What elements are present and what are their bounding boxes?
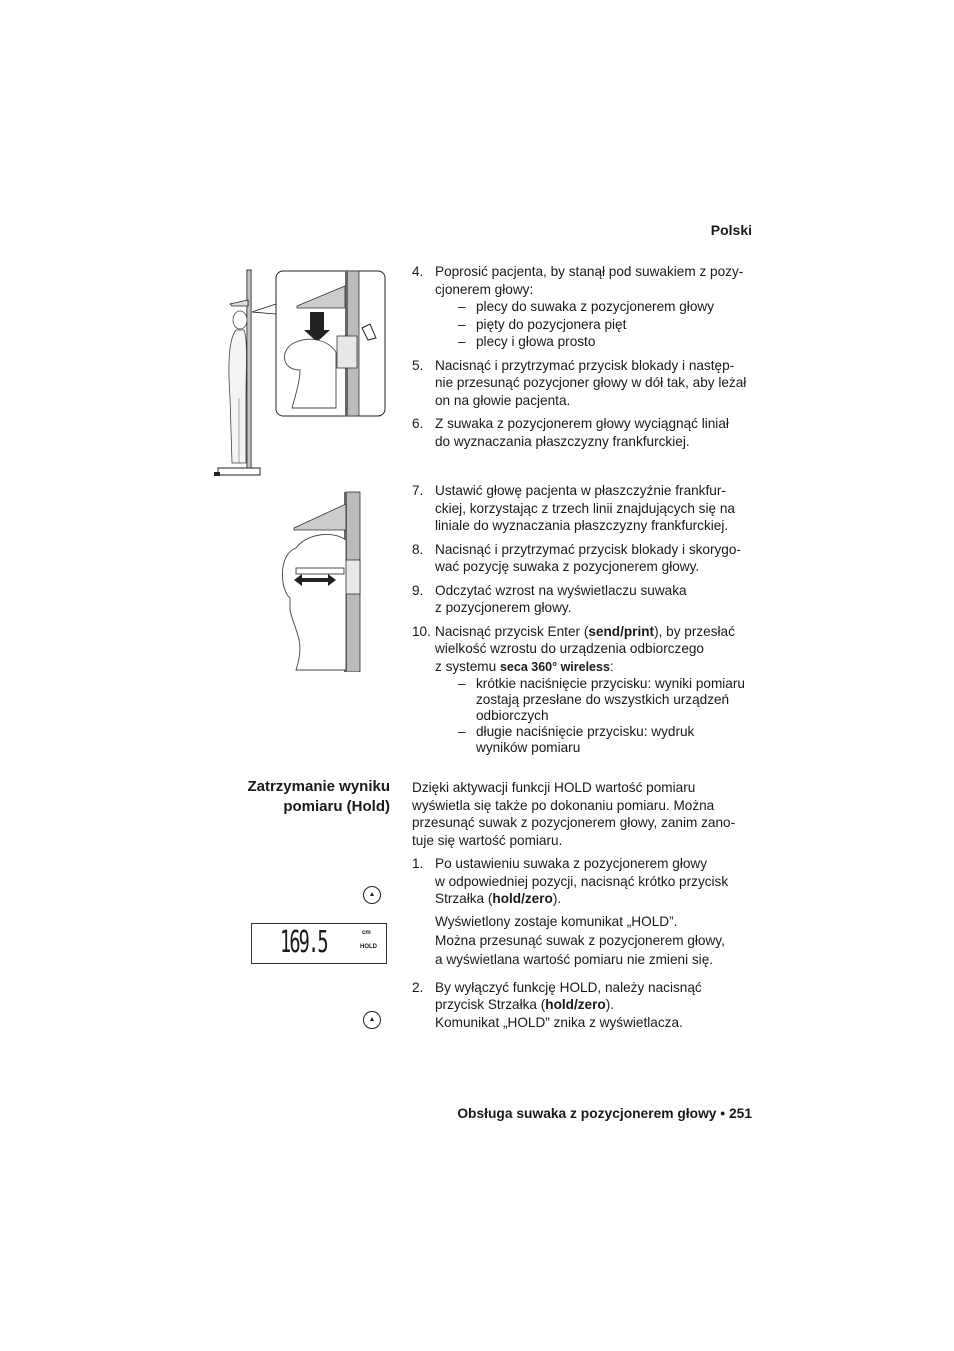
step-6: 6. Z suwaka z pozycjonerem głowy wyciągnąć liniał do wyznaczania płaszczyzny frankfurckiej.: [412, 416, 729, 449]
step-5: 5. Nacisnąć i przytrzymać przycisk blokady i następ- nie przesunąć pozycjoner głowy w dół tak, aby leżał on na głowie pacjenta.: [412, 357, 747, 408]
step-10-sub-long-press: – długie naciśnięcie przycisku: wydruk wyników pomiaru: [458, 724, 695, 755]
page-footer: Obsługa suwaka z pozycjonerem głowy • 251: [457, 1106, 752, 1121]
stadiometer-patient-illustration: [212, 268, 388, 480]
display-unit: cm: [362, 930, 371, 936]
arrow-up-button-icon: [363, 1011, 381, 1029]
hold-section-body: [412, 779, 757, 1031]
step-7: 7. Ustawić głowę pacjenta w płaszczyźnie frankfur- ckiej, korzystając z trzech linii znajdujących się na liniale do wyznaczania płaszczyzny frankfurckiej.: [412, 483, 735, 533]
arrow-up-button-icon: [363, 886, 381, 904]
page-language-header: Polski: [710, 222, 752, 238]
step-4-sub: – pięty do pozycjonera pięt: [458, 316, 627, 332]
display-value: 169.5: [280, 925, 327, 960]
step-10-sub-short-press: – krótkie naciśnięcie przycisku: wyniki pomiaru zostają przesłane do wszystkich urządzeń odbiorczych: [458, 676, 745, 723]
step-8: 8. Nacisnąć i przytrzymać przycisk blokady i skorygo- wać pozycję suwaka z pozycjonerem głowy.: [412, 541, 741, 574]
step-10: 10. Nacisnąć przycisk Enter (send/print), by przesłać wielkość wzrostu do urządzenia odbiorczego z systemu seca 360° wireless:: [412, 623, 735, 674]
step-4-sub: – plecy do suwaka z pozycjonerem głowy: [458, 299, 715, 314]
lcd-display: [251, 923, 387, 964]
hold-step-2: 2. By wyłączyć funkcję HOLD, należy nacisnąć przycisk Strzałka (hold/zero). Komunikat „HOLD” znika z wyświetlacza.: [412, 979, 702, 1030]
section-title-hold: Zatrzymanie wyniku pomiaru (Hold): [247, 778, 390, 815]
steps-7-to-10: [412, 482, 757, 756]
hold-step-1-result: Wyświetlony zostaje komunikat „HOLD”. Można przesunąć suwak z pozycjonerem głowy, a wyświetlana wartość pomiaru nie zmieni się.: [435, 913, 725, 967]
frankfurt-plane-illustration: [276, 490, 366, 672]
display-hold-indicator: HOLD: [360, 944, 377, 950]
hold-step-1: 1. Po ustawieniu suwaka z pozycjonerem głowy w odpowiedniej pozycji, nacisnąć krótko przycisk Strzałka (hold/zero).: [412, 856, 729, 906]
step-4: 4. Poprosić pacjenta, by stanął pod suwakiem z pozy- cjonerem głowy:: [412, 264, 744, 297]
hold-intro: Dzięki aktywacji funkcji HOLD wartość pomiaru wyświetla się także po dokonaniu pomiaru. Można przesunąć suwak z pozycjonerem głowy, zanim zano- tuje się wartość pomiaru.: [412, 780, 736, 848]
step-9: 9. Odczytać wzrost na wyświetlaczu suwaka z pozycjonerem głowy.: [412, 582, 687, 615]
step-4-sub: – plecy i głowa prosto: [458, 334, 596, 349]
steps-4-to-6: [412, 263, 757, 450]
